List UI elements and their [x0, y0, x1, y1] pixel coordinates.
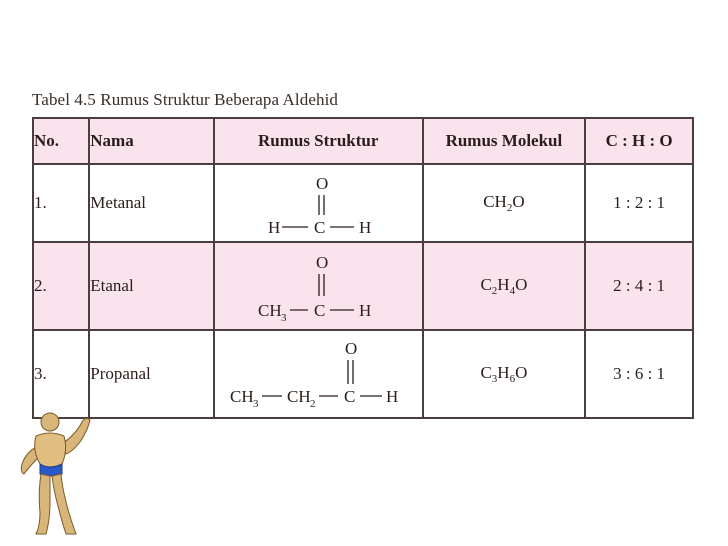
- atom-c: C: [314, 218, 326, 237]
- atom-o: O: [345, 339, 358, 358]
- mol-part: O: [515, 363, 528, 382]
- mol-part: H: [497, 363, 510, 382]
- table-header-row: [33, 118, 693, 164]
- atom-h-left: H: [268, 218, 281, 237]
- mol-part: C: [480, 363, 492, 382]
- atom-c: C: [314, 301, 326, 320]
- mol-sub: 6: [509, 373, 516, 385]
- aldehyde-table: [32, 117, 694, 419]
- metanal-structure: [218, 167, 418, 239]
- atom-ch2-sub: 2: [310, 398, 316, 410]
- row-rasio: 2 : 4 : 1: [585, 242, 693, 330]
- atom-h-right: H: [386, 387, 399, 406]
- atom-c: C: [344, 387, 356, 406]
- atom-h-right: H: [359, 218, 372, 237]
- table-row: [33, 242, 693, 330]
- row-struktur: [214, 242, 423, 330]
- atom-ch2: CH: [287, 387, 311, 406]
- row-no: 2.: [33, 242, 89, 330]
- row-rasio: 3 : 6 : 1: [585, 330, 693, 418]
- mol-sub: 4: [509, 285, 516, 297]
- row-struktur: [214, 164, 423, 242]
- mol-part: O: [515, 275, 528, 294]
- row-rasio: 1 : 2 : 1: [585, 164, 693, 242]
- header-no: No.: [33, 118, 89, 164]
- row-rumus-molekul: [423, 242, 586, 330]
- atom-ch3-sub: 3: [281, 312, 287, 324]
- table-row: [33, 330, 693, 418]
- atom-ch3-sub: 3: [253, 398, 259, 410]
- mol-sub: 2: [491, 285, 498, 297]
- mol-part: CH: [483, 192, 507, 211]
- header-nama: Nama: [89, 118, 214, 164]
- header-rumus-struktur: Rumus Struktur: [214, 118, 423, 164]
- mol-part: H: [497, 275, 510, 294]
- row-rumus-molekul: [423, 330, 586, 418]
- atom-o: O: [316, 174, 329, 193]
- propanal-structure: [218, 334, 418, 414]
- mol-sub: 2: [506, 202, 513, 214]
- row-struktur: [214, 330, 423, 418]
- row-no: 1.: [33, 164, 89, 242]
- header-rasio: C : H : O: [585, 118, 693, 164]
- row-nama: Etanal: [89, 242, 214, 330]
- header-rumus-molekul: Rumus Molekul: [423, 118, 586, 164]
- table-caption: Tabel 4.5 Rumus Struktur Beberapa Aldehid: [32, 90, 339, 109]
- mol-part: O: [512, 192, 525, 211]
- row-nama: Metanal: [89, 164, 214, 242]
- row-rumus-molekul: [423, 164, 586, 242]
- etanal-structure: [218, 246, 418, 326]
- muscleman-mascot-icon: [10, 402, 100, 542]
- mol-part: C: [480, 275, 492, 294]
- table-row: [33, 164, 693, 242]
- mol-sub: 3: [491, 373, 498, 385]
- row-no: 3.: [33, 330, 89, 418]
- atom-o: O: [316, 253, 329, 272]
- row-nama: Propanal: [89, 330, 214, 418]
- atom-ch3: CH: [258, 301, 282, 320]
- atom-ch3: CH: [230, 387, 254, 406]
- atom-h-right: H: [359, 301, 372, 320]
